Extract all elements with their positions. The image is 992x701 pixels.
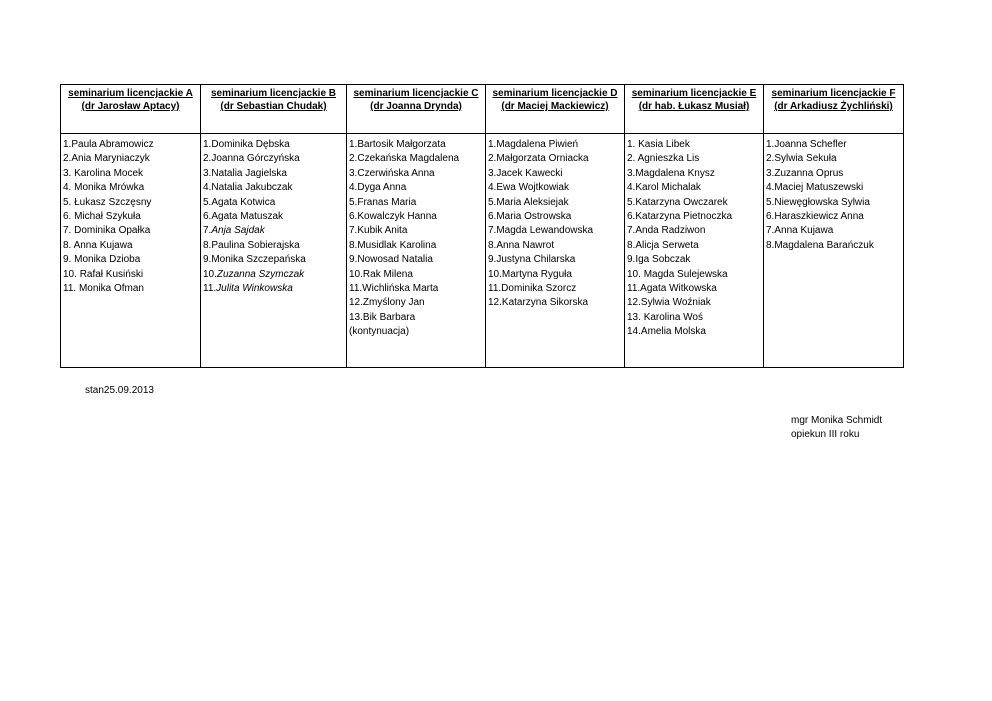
- list-item: [63, 210, 200, 224]
- student-name: Bartosik Małgorzata: [357, 139, 446, 150]
- list-item: [488, 167, 624, 181]
- student-name: Agata Witkowska: [640, 283, 717, 295]
- student-name: Karol Michalak: [635, 182, 701, 194]
- list-item: [349, 181, 485, 195]
- student-number: 2.: [349, 153, 358, 165]
- student-name: Sylwia Woźniak: [640, 297, 711, 309]
- list-item: [203, 138, 346, 152]
- list-item: [766, 196, 903, 210]
- student-number: 11.: [203, 283, 217, 295]
- student-number: 1.: [203, 139, 212, 150]
- student-name: Franas Maria: [357, 196, 417, 208]
- list-item: [627, 253, 763, 267]
- student-name: Paulina Sobierajska: [211, 239, 300, 251]
- student-number: 2.: [627, 153, 638, 165]
- student-number: 4.: [488, 182, 497, 194]
- list-item: [203, 210, 346, 224]
- student-number: 10.: [203, 268, 217, 280]
- student-name: Zuzanna Oprus: [774, 167, 844, 179]
- student-name: Anna Kujawa: [73, 239, 133, 251]
- student-name: Martyna Ryguła: [501, 268, 572, 280]
- student-number: 9.: [488, 254, 497, 266]
- student-number: 11.: [349, 283, 363, 295]
- student-name: Katarzyna Sikorska: [501, 297, 589, 309]
- student-number: 5.: [203, 196, 212, 208]
- seminar-supervisor: (dr Joanna Drynda): [370, 101, 462, 112]
- student-number: 5.: [63, 196, 75, 208]
- list-item: [627, 181, 763, 195]
- seminar-supervisor: (dr hab. Łukasz Musiał): [638, 101, 750, 112]
- student-number: 1.: [63, 139, 72, 150]
- list-item: [766, 224, 903, 238]
- list-item: [63, 224, 200, 238]
- student-number: 9.: [627, 254, 636, 266]
- student-name: Michał Szykuła: [74, 211, 141, 223]
- seminar-title: seminarium licencjackie C: [353, 88, 479, 99]
- seminar-title: seminarium licencjackie F: [771, 88, 896, 99]
- student-number: 8.: [63, 239, 74, 251]
- student-number: 14.: [627, 326, 641, 338]
- student-name: Magda Sulejewska: [643, 268, 728, 280]
- student-name: Sylwia Sekuła: [774, 153, 837, 165]
- list-item: [349, 311, 485, 325]
- student-name: Małgorzata Orniacka: [496, 153, 589, 165]
- student-number: 4.: [63, 182, 75, 194]
- student-name: Anda Radziwon: [635, 225, 706, 237]
- student-number: 11.: [63, 283, 79, 295]
- student-number: 2.: [63, 153, 72, 165]
- student-number: 6.: [349, 211, 358, 223]
- list-item: [203, 167, 346, 181]
- student-name: Iga Sobczak: [635, 254, 691, 266]
- list-item: [349, 167, 485, 181]
- student-number: 12.: [488, 297, 502, 309]
- list-item: [488, 282, 624, 296]
- student-name: Magda Lewandowska: [496, 225, 594, 237]
- student-number: 6.: [203, 211, 212, 223]
- student-name: Julita Winkowska: [216, 283, 293, 295]
- student-name: Agata Matuszak: [211, 211, 284, 223]
- student-list: [201, 134, 346, 296]
- list-item: [627, 296, 763, 310]
- student-number: 7.: [627, 225, 636, 237]
- list-item: [488, 152, 624, 166]
- list-item: [203, 196, 346, 210]
- list-item: [627, 196, 763, 210]
- student-name: Wichlińska Marta: [362, 283, 439, 295]
- list-item: [63, 167, 200, 181]
- student-name: Ania Maryniaczyk: [71, 153, 150, 165]
- list-item: [349, 210, 485, 224]
- list-item: [63, 196, 200, 210]
- student-list-f: [764, 134, 904, 368]
- header-row: [61, 85, 904, 134]
- list-item: [627, 268, 763, 282]
- student-number: 13.: [349, 311, 363, 323]
- list-item: [349, 325, 485, 339]
- list-item: [349, 196, 485, 210]
- student-name: Magdalena Barańczuk: [774, 239, 874, 251]
- list-item: [349, 239, 485, 253]
- student-number: 12.: [349, 297, 363, 309]
- student-name: Musidlak Karolina: [357, 239, 437, 251]
- student-number: 7.: [349, 225, 358, 237]
- list-item: [63, 268, 200, 282]
- list-item: [203, 253, 346, 267]
- student-number: 1.: [488, 139, 497, 150]
- student-number: 10.: [63, 268, 80, 280]
- list-item: [203, 282, 346, 296]
- student-number: 9.: [349, 254, 358, 266]
- student-name: Alicja Serweta: [635, 239, 699, 251]
- student-name: Dyga Anna: [357, 182, 407, 194]
- list-item: [349, 224, 485, 238]
- student-number: 6.: [488, 211, 497, 223]
- student-number: 2.: [766, 153, 775, 165]
- list-item: [349, 296, 485, 310]
- student-number: 3.: [627, 167, 636, 179]
- list-item: [63, 282, 200, 296]
- seminar-title: seminarium licencjackie B: [210, 88, 337, 99]
- students-row: [61, 134, 904, 368]
- student-list: [61, 134, 200, 296]
- student-number: 11.: [488, 283, 502, 295]
- student-number: 8.: [766, 239, 775, 251]
- student-number: 10.: [627, 268, 644, 280]
- student-name: Karolina Woś: [643, 311, 703, 323]
- student-number: 4.: [766, 182, 775, 194]
- student-name: Zuzanna Szymczak: [216, 268, 305, 280]
- student-name: Joanna Schefler: [774, 139, 847, 150]
- student-list: [347, 134, 485, 340]
- student-number: 4.: [627, 182, 636, 194]
- list-item: [488, 296, 624, 310]
- student-number: 6.: [63, 211, 75, 223]
- student-name: Jacek Kawecki: [496, 167, 563, 179]
- seminar-header-e: [625, 85, 764, 134]
- student-name: Maria Aleksiejak: [496, 196, 569, 208]
- seminar-title: seminarium licencjackie E: [631, 88, 757, 99]
- list-item: [349, 138, 485, 152]
- list-item: [766, 210, 903, 224]
- seminar-supervisor: (dr Jarosław Aptacy): [81, 101, 180, 112]
- list-item: [627, 224, 763, 238]
- seminar-header-b: [201, 85, 347, 134]
- student-list-d: [486, 134, 625, 368]
- student-number: 6.: [766, 211, 775, 223]
- list-item: [766, 167, 903, 181]
- list-item: [63, 239, 200, 253]
- student-number: 7.: [203, 225, 212, 237]
- student-name: Joanna Górczyńska: [211, 153, 300, 165]
- student-name: Dominika Opałka: [74, 225, 151, 237]
- student-list-b: [201, 134, 347, 368]
- list-item: [203, 152, 346, 166]
- student-number: 3.: [203, 167, 212, 179]
- student-number: 11.: [627, 283, 641, 295]
- seminar-supervisor: (dr Sebastian Chudak): [220, 101, 327, 112]
- student-number: 8.: [488, 239, 497, 251]
- student-number: 8.: [203, 239, 212, 251]
- student-number: 7.: [63, 225, 75, 237]
- list-item: [63, 181, 200, 195]
- student-number: 2.: [488, 153, 497, 165]
- list-item: [627, 152, 763, 166]
- list-item: [203, 224, 346, 238]
- student-name: Natalia Jakubczak: [211, 182, 293, 194]
- student-list: [764, 134, 903, 253]
- seminar-table: [60, 84, 904, 368]
- student-number: 8.: [627, 239, 636, 251]
- student-name: Rak Milena: [362, 268, 413, 280]
- student-name: Dominika Dębska: [211, 139, 290, 150]
- student-number: 1.: [627, 139, 639, 150]
- student-list-c: [347, 134, 486, 368]
- student-number: 4.: [203, 182, 212, 194]
- student-number: 9.: [203, 254, 212, 266]
- student-number: 5.: [627, 196, 636, 208]
- student-name: Kasia Libek: [638, 139, 690, 150]
- list-item: [488, 210, 624, 224]
- list-item: [203, 181, 346, 195]
- student-number: 5.: [349, 196, 358, 208]
- student-name: Ewa Wojtkowiak: [496, 182, 569, 194]
- student-name: (kontynuacja): [349, 326, 410, 338]
- student-name: Kubik Anita: [357, 225, 408, 237]
- list-item: [63, 138, 200, 152]
- signature-block: [791, 414, 882, 442]
- list-item: [766, 138, 903, 152]
- student-number: 6.: [627, 211, 636, 223]
- student-name: Magdalena Piwień: [496, 139, 579, 150]
- list-item: [488, 224, 624, 238]
- student-name: Maria Ostrowska: [496, 211, 572, 223]
- list-item: [63, 152, 200, 166]
- list-item: [349, 152, 485, 166]
- student-name: Katarzyna Pietnoczka: [635, 211, 733, 223]
- student-name: Monika Mrówka: [74, 182, 145, 194]
- student-name: Magdalena Knysz: [635, 167, 715, 179]
- seminar-header-d: [486, 85, 625, 134]
- student-name: Monika Szczepańska: [211, 254, 306, 266]
- list-item: [627, 210, 763, 224]
- list-item: [766, 239, 903, 253]
- student-number: 5.: [766, 196, 775, 208]
- student-list: [625, 134, 763, 340]
- signature-name: mgr Monika Schmidt: [791, 415, 883, 426]
- seminar-title: seminarium licencjackie D: [492, 88, 618, 99]
- student-name: Czerwińska Anna: [357, 167, 435, 179]
- student-list-a: [61, 134, 201, 368]
- list-item: [627, 138, 763, 152]
- student-name: Anna Kujawa: [774, 225, 834, 237]
- student-name: Nowosad Natalia: [357, 254, 433, 266]
- student-name: Karolina Mocek: [74, 167, 144, 179]
- student-name: Niewęgłowska Sylwia: [774, 196, 870, 208]
- student-name: Paula Abramowicz: [71, 139, 154, 150]
- student-name: Rafał Kusiński: [79, 268, 144, 280]
- list-item: [488, 253, 624, 267]
- student-name: Monika Dzioba: [74, 254, 141, 266]
- student-name: Monika Ofman: [78, 283, 144, 295]
- list-item: [488, 239, 624, 253]
- list-item: [627, 282, 763, 296]
- student-list-e: [625, 134, 764, 368]
- student-name: Anna Nawrot: [496, 239, 555, 251]
- seminar-supervisor: (dr Maciej Mackiewicz): [501, 101, 609, 112]
- student-name: Bik Barbara: [362, 311, 416, 323]
- list-item: [766, 152, 903, 166]
- student-list: [486, 134, 624, 311]
- student-number: 10.: [349, 268, 363, 280]
- student-name: Justyna Chilarska: [496, 254, 576, 266]
- student-number: 7.: [766, 225, 775, 237]
- student-number: 5.: [488, 196, 497, 208]
- student-name: Agata Kotwica: [211, 196, 276, 208]
- student-number: 1.: [349, 139, 358, 150]
- student-number: 7.: [488, 225, 497, 237]
- student-number: 3.: [766, 167, 775, 179]
- list-item: [488, 196, 624, 210]
- signature-role: opiekun III roku: [791, 429, 860, 440]
- list-item: [63, 253, 200, 267]
- student-name: Katarzyna Owczarek: [635, 196, 728, 208]
- student-name: Łukasz Szczęsny: [74, 196, 152, 208]
- student-number: 3.: [488, 167, 497, 179]
- student-name: Maciej Matuszewski: [774, 182, 864, 194]
- list-item: [627, 239, 763, 253]
- student-name: Czekańska Magdalena: [357, 153, 460, 165]
- student-name: Dominika Szorcz: [501, 283, 577, 295]
- student-number: 9.: [63, 254, 75, 266]
- student-number: 4.: [349, 182, 358, 194]
- student-name: Agnieszka Lis: [637, 153, 700, 165]
- list-item: [627, 325, 763, 339]
- seminar-header-a: [61, 85, 201, 134]
- student-name: Zmyślony Jan: [362, 297, 425, 309]
- seminar-header-f: [764, 85, 904, 134]
- list-item: [488, 268, 624, 282]
- student-number: 1.: [766, 139, 775, 150]
- list-item: [627, 311, 763, 325]
- student-number: 2.: [203, 153, 212, 165]
- list-item: [766, 181, 903, 195]
- student-name: Anja Sajdak: [211, 225, 265, 237]
- seminar-header-c: [347, 85, 486, 134]
- student-number: 8.: [349, 239, 358, 251]
- student-name: Natalia Jagielska: [211, 167, 287, 179]
- list-item: [349, 282, 485, 296]
- list-item: [203, 268, 346, 282]
- student-name: Amelia Molska: [640, 326, 706, 338]
- list-item: [203, 239, 346, 253]
- student-name: Haraszkiewicz Anna: [774, 211, 864, 223]
- student-name: Kowalczyk Hanna: [357, 211, 437, 223]
- student-number: 10.: [488, 268, 502, 280]
- status-date: stan25.09.2013: [85, 385, 154, 396]
- student-number: 13.: [627, 311, 644, 323]
- student-number: 3.: [349, 167, 358, 179]
- list-item: [488, 138, 624, 152]
- student-number: 12.: [627, 297, 641, 309]
- list-item: [349, 253, 485, 267]
- list-item: [627, 167, 763, 181]
- seminar-title: seminarium licencjackie A: [68, 88, 193, 99]
- list-item: [349, 268, 485, 282]
- student-number: 3.: [63, 167, 75, 179]
- seminar-supervisor: (dr Arkadiusz Żychliński): [774, 101, 893, 112]
- list-item: [488, 181, 624, 195]
